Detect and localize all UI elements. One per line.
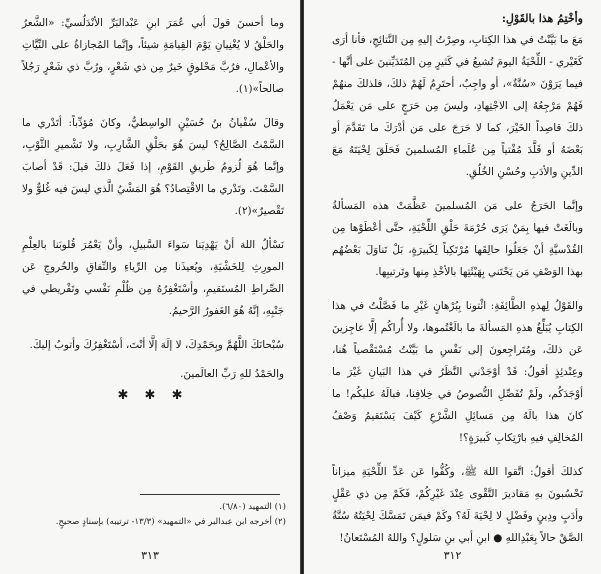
right-page xyxy=(304,0,601,574)
closing-line: والحَمْدُ للهِ رَبِّ العالَمينَ. xyxy=(180,368,284,380)
section-heading: وأخْتِمُ هذا بالقَوْلِ: xyxy=(501,12,583,25)
paragraph: وما أحسنَ قولَ أبي عُمَرَ ابنِ عَبْدالبَرِّ الأنْدَلُسيِّ: «الشَّعرُ والحَلْقُ لا يُغْنِيانِ يَوْمَ القِيامَةِ شيئاً، وإنَّما المُجازاةُ على النِّيَّاتِ والأعْمالِ، فرُبَّ مَحْلوقٍ خَيرٌ مِن ذي شَعْرٍ، ورُبَّ ذي شَعْرٍ رَجُلاً صالحاً»(١). xyxy=(22,17,284,95)
paragraph: كذلكَ أقولُ: اتَّقوا اللهَ ﷺ، وكُفُّوا عَن عَدِّ اللِّحْيَةِ ميزاناً تَحْسُبونَ بهِ مَقاديرَ التَّقْوى عِنْدَ غَيْرِكُمْ، فَكَمْ مِن ذي عَقْلٍ وأدَبٍ ودِينٍ وفَضْلٍ لا لِحْيَةَ لَهُ؟ وكَمْ فيمَن تَمَسَّكَ لِحْيَتُهُ سُنَّةُ الصَّقْ حالاً بِعَبْدِاللهِ ● ابنِ أبي بنِ سَلولٍ؟ واللهُ المُسْتَعانُ! xyxy=(332,466,583,544)
section-separator: ✱ ✱ ✱ xyxy=(117,388,189,403)
paragraph: مَعَ ما بَيَّنْتُ في هذا الكِتابِ، وصِرْتُ إليهِ مِن النَّتائِجِ، فأنا أرَى كَغَيْري - اللِّحْيَةُ اليومَ تُشيعُ في كَثيرٍ مِن المُتَدَيِّنينَ على أنَّها - فيما يَرَوْنَ «سُنَّةٌ»، أو واجِبٌ، أحتَرِمُ لَهُمْ ذلكَ، فلذلكَ منهُمْ فَهُمْ مَرْجِعُهُ إلى الاجْتِهادِ، وليسَ مِن حَرَجٍ على مَن يَعْمَلُ ذلكَ قاصِداً الخَيْرَ، كما لا حَرَجَ على مَن أدْرَكَ ما تَقَدَّمَ أو بَعْضَهُ أو قَلَّدَ مُفْتياً مِن عُلَماءِ المُسلمينَ فَحَلَقَ لِحْيَتَهُ مَعَ الدِّينِ والأدَبِ وحُسْنِ الخُلُقِ. xyxy=(332,34,583,178)
paragraph: وقالَ سُفْيانُ بنُ حُسَيْنٍ الواسِطيُّ، وكانَ مُؤدِّباً: أتَدْري ما السَّمْتُ الصَّالِحُ؟ ليسَ هُوَ بحَلْقِ الشَّارِبِ، ولا تَشْميرِ الثَّوْبِ، وإنَّما هُوَ لُزومُ طَريقِ القَوْمِ، إذا فَعَلَ ذلكَ قيلَ: قَدْ أصابَ السَّمْتَ. وتَدْري ما الاقْتِصادُ؟ هُوَ المَشْيُ الَّذي ليسَ فيه غُلوٌّ ولا تَقْصيرٌ»(٢). xyxy=(22,117,284,217)
page-number: ٣١٣ xyxy=(141,549,159,562)
footnote-divider xyxy=(140,494,280,495)
footnote: (١) التمهيد (٦/٨٠). xyxy=(219,502,286,512)
footnote: (٢) أخرجه ابن عبدالبر في «التمهيد» (١٣/٣- ترتيبه) بإسنادٍ صحيحٍ. xyxy=(55,517,286,527)
page-number: ٣١٢ xyxy=(443,549,462,562)
paragraph: وإنَّما الحَرَجُ على مَن المُسلمينَ عَظَّمَتْ هذه المَسألةُ وبالَغَتْ فيها بِمَنْ يَرَى حُرْمَةَ حَلْقِ اللِّحْيَةِ، حتَّى أعْطَوْها مِن القُدْسيَّةِ أنْ جَعَلُوا حالِقَها مُرْتَكِباً لِكَبيرَةٍ، بَلْ تَناوَلَ بَعْضُهُم بهذا الوَصْفِ مَن يَحْتَني بِهَيْئَتِها بالأخْذِ مِنها وتَرتيبِها. xyxy=(332,200,583,278)
paragraph: سُبْحانَكَ اللَّهُمَّ وبِحَمْدِكَ، لا إلَهَ إلَّا أنْتَ، أسْتَغْفِرُكَ وأتوبُ إليكَ. xyxy=(29,339,284,351)
left-page xyxy=(0,0,300,574)
footnotes xyxy=(18,500,286,530)
paragraph: نَسْألُ اللهَ أنْ يَهْدِيَنا سَواءَ السَّبيلِ، وأنْ يَعْمُرَ قُلوبَنا بالعِلْمِ المورِثِ لِلخَشْيَةِ، ويُعيذَنا مِن الرِّياءِ والنِّفاقِ والخُروجِ عَن الصِّراطِ المُستَقيمِ، وأسْتَغْفِرُهُ مِن ظُلْمِ نَفْسي وتَفْريطي في جَنْبِهِ، إنَّهُ هُوَ الغَفورُ الرَّحيمُ. xyxy=(22,239,284,317)
paragraph: والقَوْلُ لِهذهِ الطَّائِفَةِ: ائْتونا بِبُرْهانٍ غَيْرِ ما فَصَّلْتُ في هذا الكِتابِ يُبَلِّغُ هذهِ المَسألةَ ما بالَغْتُموها، ولا أُراكُم إلَّا عاجِزينَ عَن ذلكَ، ومُتَراجِعونَ إلى نَفْسِ ما بَيَّنْتُ مُسْتَقْصياً هُنا، وعِنْدئِذٍ أقولُ: قَدْ أوْجَدْني النَّظَرُ في هذا البَيانِ غَيْرَ ما أوْجَدَكُم، ولَمْ تُفَصِّلِ النُّصوصُ في خِلافِنا، فبالَهُ عليكُم! ما كانَ هذا بالَهُ مِن مَسائِلِ الشَّرْعِ كَيْفَ يَسْتَقيمُ وَصْفُ المُخالِفِ فيهِ بارْتِكابِ كَبيرَةٍ؟! xyxy=(332,300,583,444)
